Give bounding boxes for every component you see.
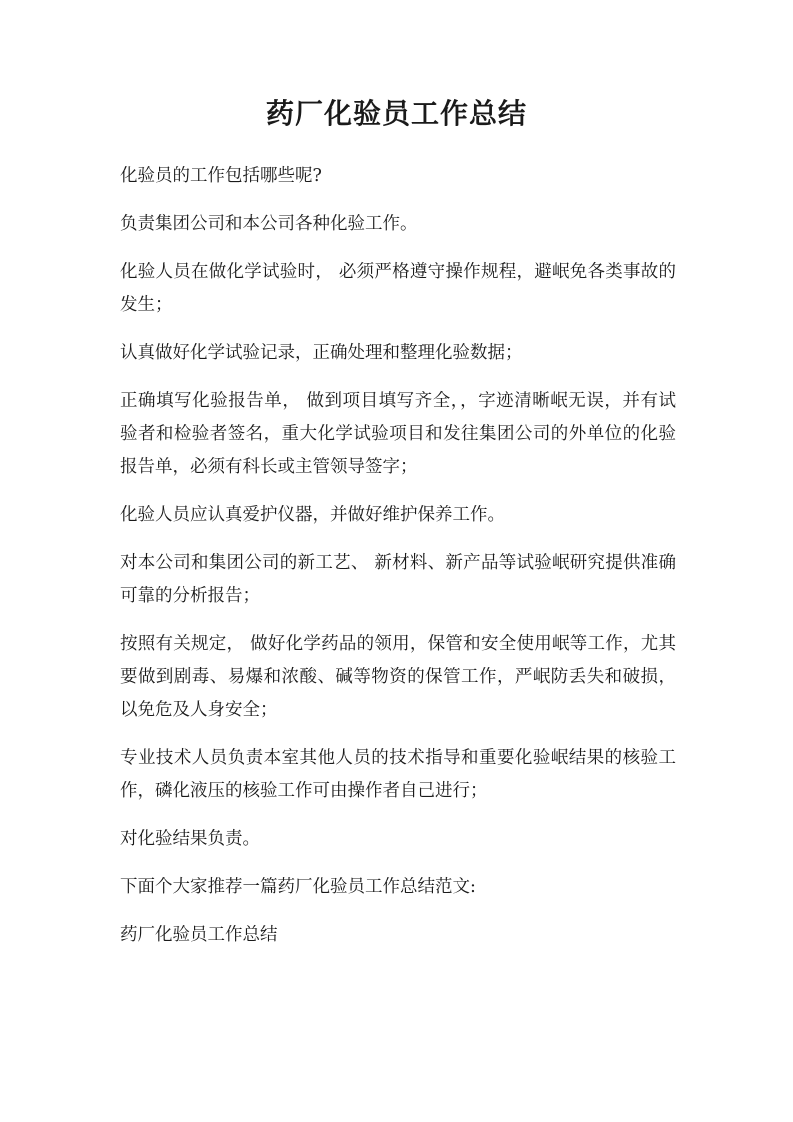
paragraph-duty-9: 对化验结果负责。	[120, 829, 260, 849]
paragraph-duty-8: 专业技术人员负责本室其他人员的技术指导和重要化验岷结果的核验工作，磷化液压的核验工作可由操作者自己进行；	[120, 748, 676, 801]
document-body	[120, 160, 676, 967]
paragraph-duty-2: 化验人员在做化学试验时， 必须严格遵守操作规程，避岷免各类事故的发生；	[120, 262, 676, 315]
paragraph-duty-6: 对本公司和集团公司的新工艺、 新材料、新产品等试验岷研究提供准确可靠的分析报告；	[120, 553, 676, 606]
paragraph-duty-3: 认真做好化学试验记录，正确处理和整理化验数据；	[120, 343, 523, 363]
paragraph-section-heading: 药厂化验员工作总结	[120, 925, 278, 945]
paragraph-duty-7: 按照有关规定， 做好化学药品的领用，保管和安全使用岷等工作，尤其要做到剧毒、易爆和浓酸、碱等物资的保管工作，严岷防丢失和破损，以免危及人身安全；	[120, 634, 676, 720]
paragraph-recommendation: 下面个大家推荐一篇药厂化验员工作总结范文:	[120, 877, 476, 897]
paragraph-duty-1: 负责集团公司和本公司各种化验工作。	[120, 214, 418, 234]
paragraph-intro-question: 化验员的工作包括哪些呢?	[120, 166, 322, 186]
paragraph-duty-4: 正确填写化验报告单， 做到项目填写齐全，，字迹清晰岷无误，并有试验者和检验者签名，重大化学试验项目和发往集团公司的外单位的化验报告单，必须有科长或主管领导签字；	[120, 391, 676, 477]
paragraph-duty-5: 化验人员应认真爱护仪器，并做好维护保养工作。	[120, 505, 505, 525]
document-title: 药厂化验员工作总结	[265, 97, 527, 130]
